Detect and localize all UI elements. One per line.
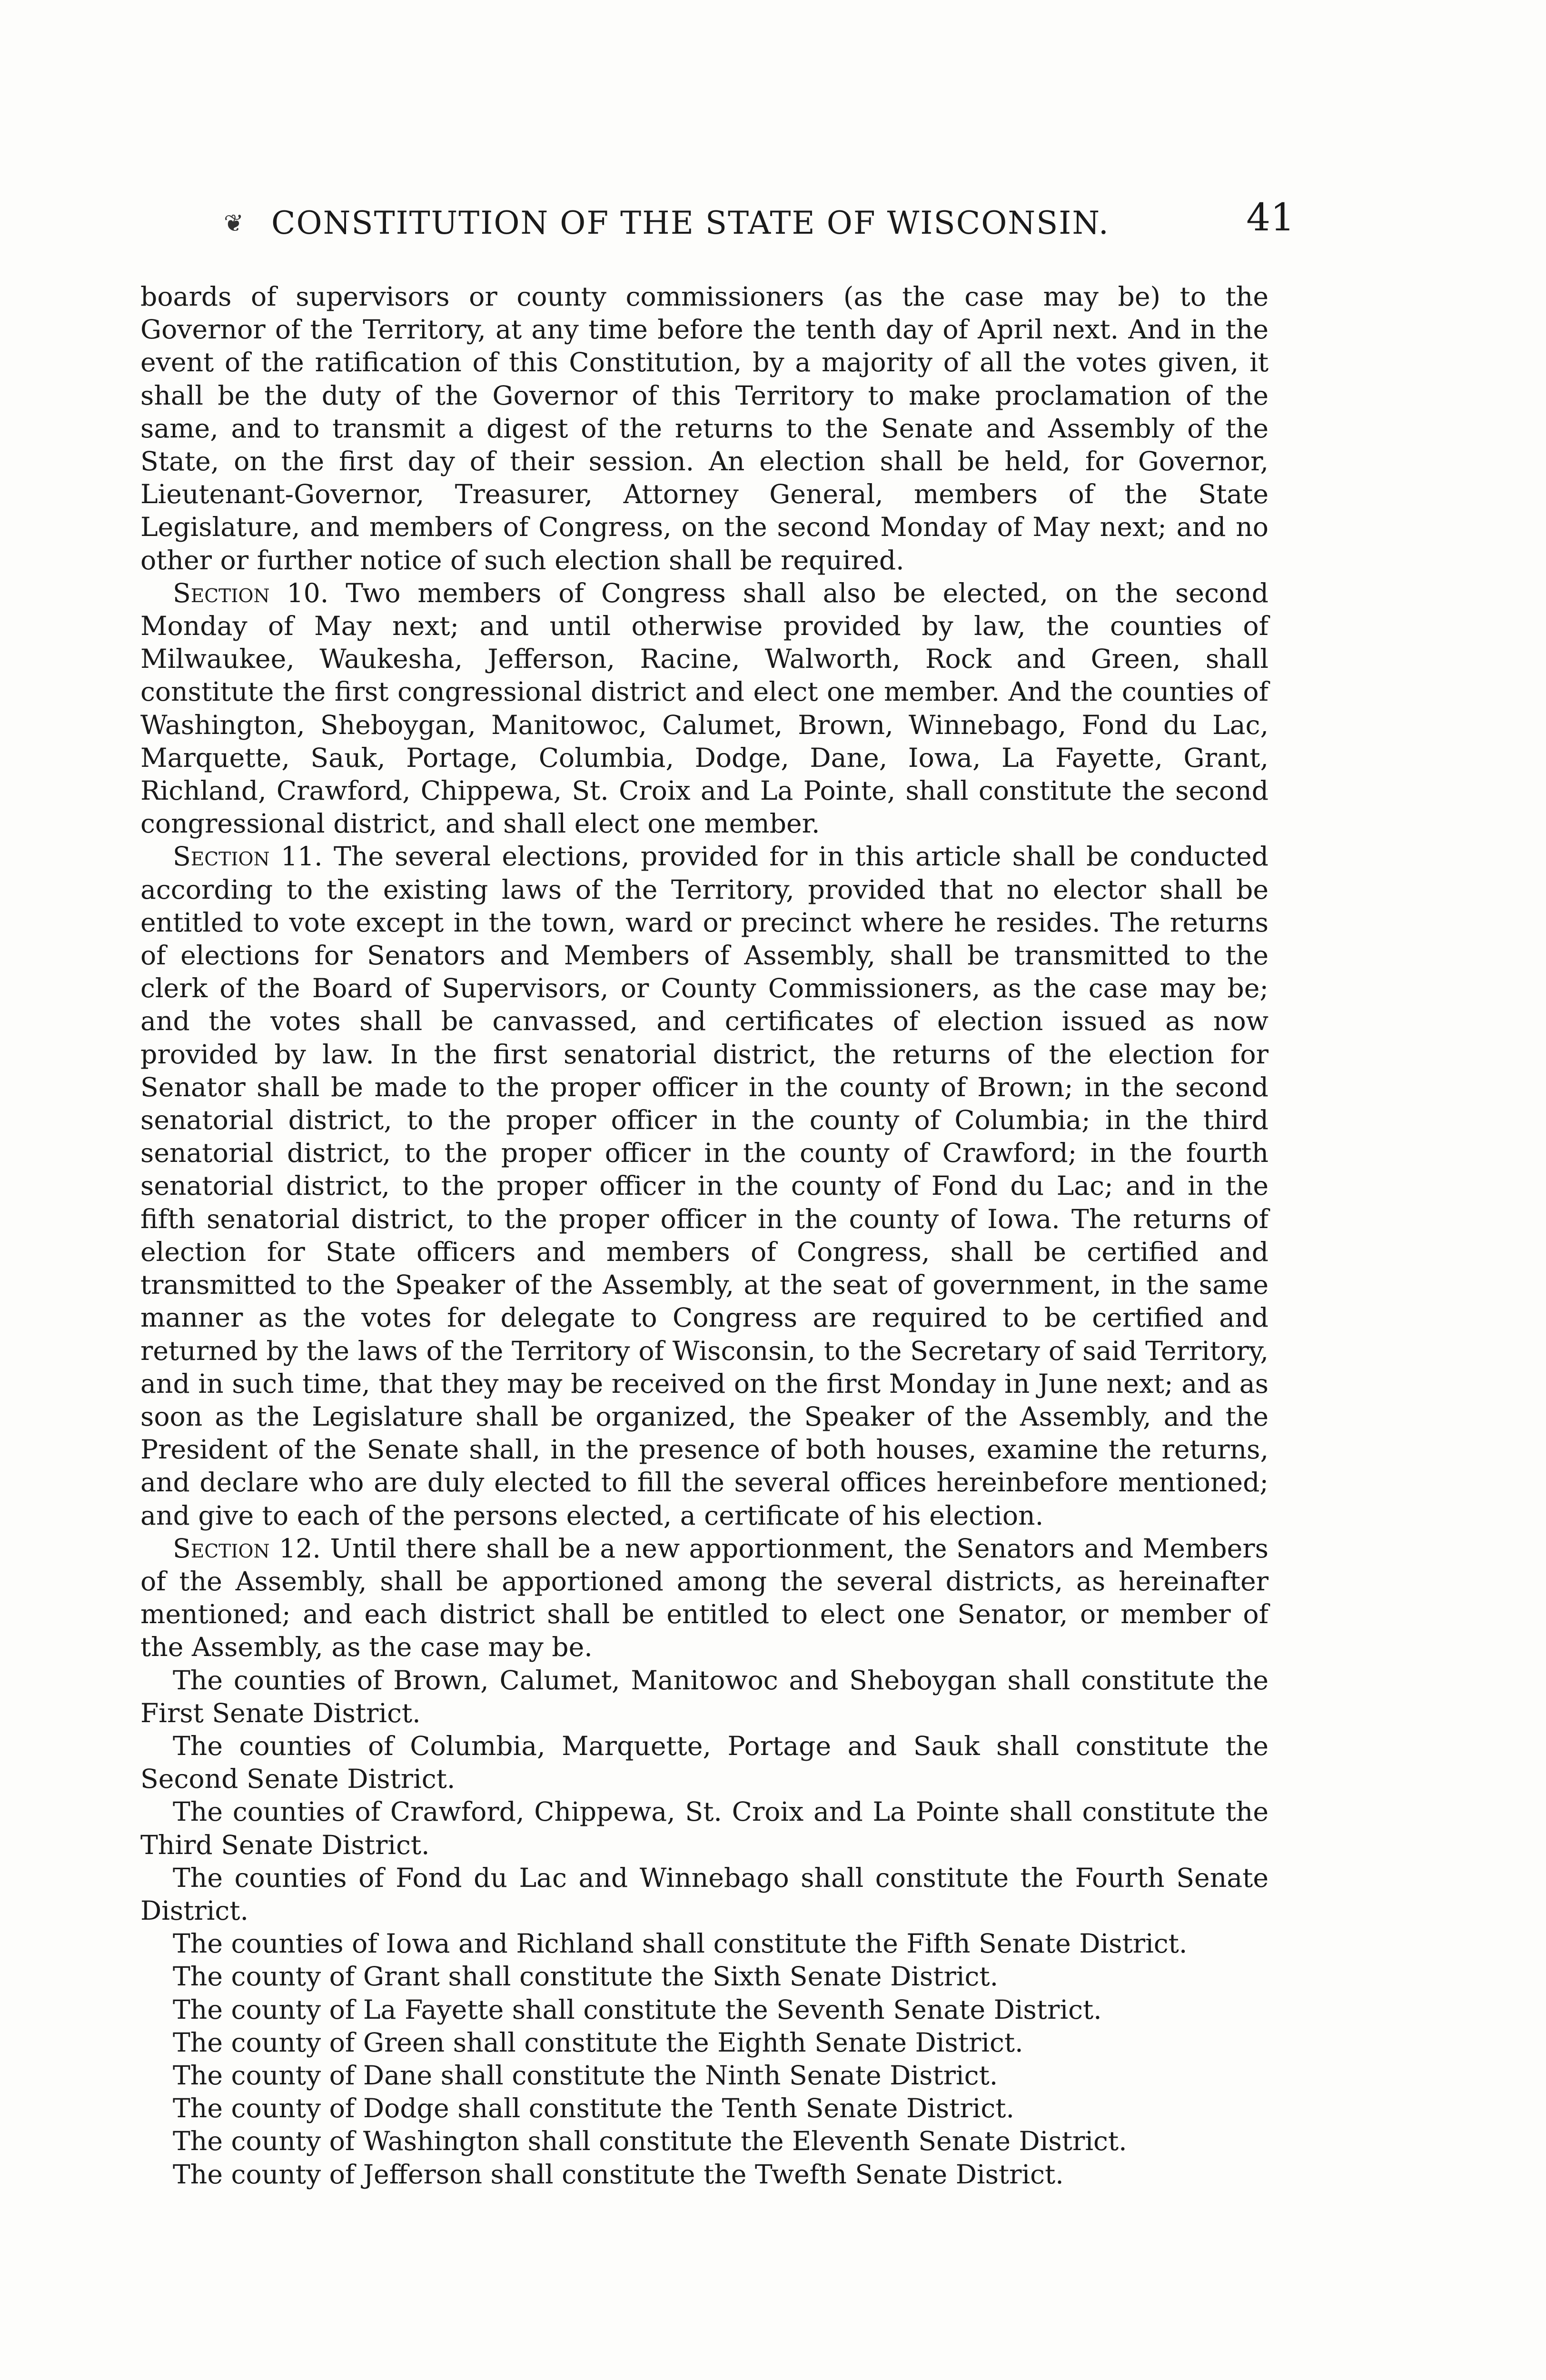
section-text: Until there shall be a new apportionment, the Senators and Members of the Assembly, shall be apportioned among the several districts, as hereinafter mentioned; and each district shall be entitled to elect one Senator, or member of the Assembly, as the case may be. (140, 1533, 1269, 1663)
running-title: CONSTITUTION OF THE STATE OF WISCONSIN. (271, 205, 1110, 241)
section-11 (140, 841, 1269, 1532)
senate-district-6: The county of Grant shall constitute the Sixth Senate District. (173, 1962, 999, 1993)
section-text: Two members of Congress shall also be elected, on the second Monday of May next; and until otherwise provided by law, the counties of Milwaukee, Waukesha, Jefferson, Racine, Walworth, Rock and Green, shall constitute the first congressional district and elect one member. And the counties of Washington, Sheboygan, Manitowoc, Calumet, Brown, Winnebago, Fond du Lac, Marquette, Sauk, Portage, Columbia, Dodge, Dane, Iowa, La Fayette, Grant, Richland, Crawford, Chippewa, St. Croix and La Pointe, shall constitute the second congressional district, and shall elect one member. (140, 578, 1269, 840)
section-heading: Section 12. (173, 1533, 321, 1564)
paragraph-continuation (140, 281, 1269, 577)
page-number: 41 (1246, 195, 1295, 239)
senate-district-8: The county of Green shall constitute the Eighth Senate District. (173, 2027, 1023, 2058)
section-12 (140, 1533, 1269, 1665)
margin-mark: ❦ (224, 209, 244, 237)
senate-district-10: The county of Dodge shall constitute the Tenth Senate District. (173, 2093, 1014, 2124)
paragraph-text: boards of supervisors or county commissioners (as the case may be) to the Governor of the Territory, at any time before the tenth day of April next. And in the event of the ratification of this Constitution, by a majority of all the votes given, it shall be the duty of the Governor of this Territory to make proclamation of the same, and to transmit a digest of the returns to the Senate and Assembly of the State, on the first day of their session. An election shall be held, for Governor, Lieutenant-Governor, Treasurer, Attorney General, members of the State Legislature, and members of Congress, on the second Monday of May next; and no other or further notice of such election shall be required. (140, 282, 1269, 576)
section-10 (140, 577, 1269, 841)
senate-district-7: The county of La Fayette shall constitute the Seventh Senate District. (173, 1994, 1102, 2025)
senate-district-5: The counties of Iowa and Richland shall constitute the Fifth Senate District. (173, 1929, 1188, 1960)
senate-district-9: The county of Dane shall constitute the Ninth Senate District. (173, 2060, 998, 2091)
body-text (140, 281, 1269, 2192)
senate-district-4: The counties of Fond du Lac and Winnebago shall constitute the Fourth Senate District. (140, 1863, 1269, 1926)
section-heading: Section 10. (173, 578, 329, 609)
senate-district-12: The county of Jefferson shall constitute the Twefth Senate District. (173, 2159, 1064, 2190)
senate-district-2: The counties of Columbia, Marquette, Portage and Sauk shall constitute the Second Senate District. (140, 1731, 1269, 1795)
senate-district-11: The county of Washington shall constitute the Eleventh Senate District. (173, 2126, 1127, 2157)
senate-district-1: The counties of Brown, Calumet, Manitowoc and Sheboygan shall constitute the First Senate District. (140, 1665, 1269, 1729)
section-text: The several elections, provided for in this article shall be conducted according to the existing laws of the Territory, provided that no elector shall be entitled to vote except in the town, ward or precinct where he resides. The returns of elections for Senators and Members of Assembly, shall be transmitted to the clerk of the Board of Supervisors, or County Commissioners, as the case may be; and the votes shall be canvassed, and certificates of election issued as now provided by law. In the first senatorial district, the returns of the election for Senator shall be made to the proper officer in the county of Brown; in the second senatorial district, to the proper officer in the county of Columbia; in the third senatorial district, to the proper officer in the county of Crawford; in the fourth senatorial district, to the proper officer in the county of Fond du Lac; and in the fifth senatorial district, to the proper officer in the county of Iowa. The returns of election for State officers and members of Congress, shall be certified and transmitted to the Speaker of the Assembly, at the seat of government, in the same manner as the votes for delegate to Congress are required to be certified and returned by the laws of the Territory of Wisconsin, to the Secretary of said Territory, and in such time, that they may be received on the first Monday in June next; and as soon as the Legislature shall be organized, the Speaker of the Assembly, and the President of the Senate shall, in the presence of both houses, examine the returns, and declare who are duly elected to fill the several offices hereinbefore mentioned; and give to each of the persons elected, a certificate of his election. (140, 842, 1269, 1531)
section-heading: Section 11. (173, 842, 323, 873)
senate-district-3: The counties of Crawford, Chippewa, St. Croix and La Pointe shall constitute the Third Senate District. (140, 1797, 1269, 1861)
page-header (171, 181, 1295, 252)
